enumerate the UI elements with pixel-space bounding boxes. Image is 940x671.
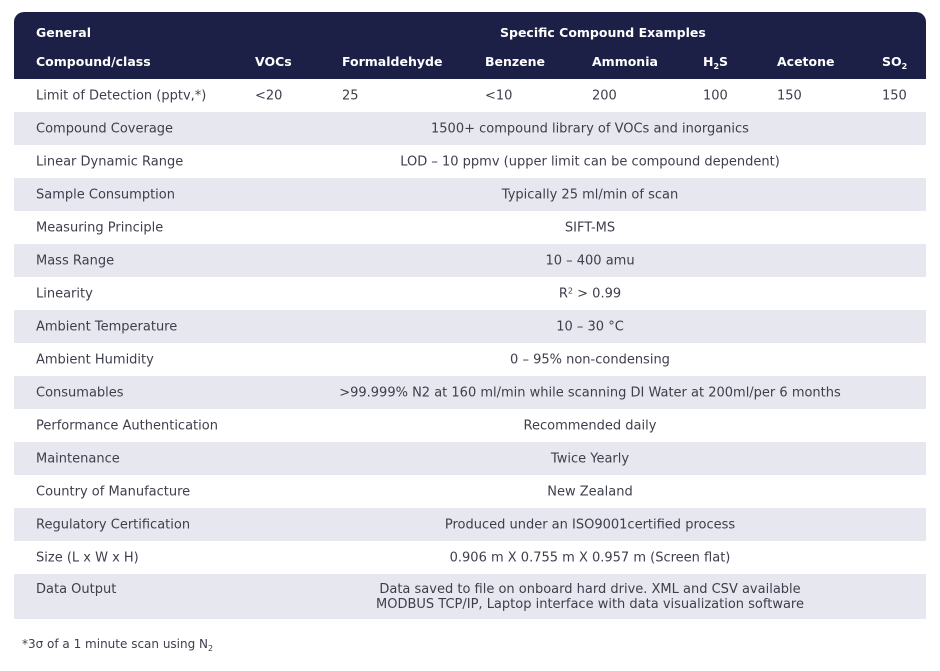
row-data-output [14, 574, 926, 619]
row-value: Produced under an ISO9001certified process [444, 517, 736, 532]
row-label: Compound Coverage [36, 121, 174, 136]
row-label: Measuring Principle [36, 220, 164, 235]
table-header [14, 12, 926, 79]
row-value: 0.906 m X 0.755 m X 0.957 m (Screen flat) [449, 550, 731, 565]
footnote-subscript: 2 [208, 644, 214, 653]
row-mass-range [14, 244, 926, 277]
row-value: SIFT-MS [564, 220, 616, 235]
row-maintenance [14, 442, 926, 475]
h2s-s: S [719, 54, 729, 69]
row-linear-dynamic-range [14, 145, 926, 178]
row-sample-consumption [14, 178, 926, 211]
row-label: Limit of Detection (pptv,*) [36, 88, 207, 103]
h2s-subscript: 2 [713, 62, 720, 71]
row-value: >99.999% N2 at 160 ml/min while scanning DI Water at 200ml/per 6 months [339, 385, 841, 400]
row-label: Ambient Humidity [36, 352, 154, 367]
header-col-h2s [703, 54, 728, 69]
linearity-superscript: 2 [567, 286, 574, 295]
header-col-acetone: Acetone [777, 54, 835, 69]
row-ambient-temperature [14, 310, 926, 343]
header-col-so2 [882, 54, 907, 69]
row-label: Ambient Temperature [36, 319, 178, 334]
row-label: Size (L x W x H) [36, 550, 139, 565]
row-label: Regulatory Certification [36, 517, 191, 532]
header-compound-class: Compound/class [36, 54, 151, 69]
spec-table [14, 12, 926, 619]
header-col-vocs: VOCs [255, 54, 292, 69]
row-label: Linearity [36, 286, 93, 301]
header-col-ammonia: Ammonia [592, 54, 658, 69]
lod-formaldehyde: 25 [342, 88, 359, 103]
row-value: 10 – 30 °C [556, 319, 624, 334]
row-value [254, 286, 926, 301]
lod-vocs: <20 [255, 88, 283, 103]
row-value: New Zealand [547, 484, 633, 499]
row-value [254, 582, 926, 612]
row-label: Country of Manufacture [36, 484, 191, 499]
row-country-of-manufacture [14, 475, 926, 508]
row-measuring-principle [14, 211, 926, 244]
row-value: Typically 25 ml/min of scan [501, 187, 679, 202]
row-limit-of-detection [14, 79, 926, 112]
lod-h2s: 100 [703, 88, 728, 103]
header-col-benzene: Benzene [485, 54, 546, 69]
footnote-text: *3σ of a 1 minute scan using N [22, 637, 209, 651]
row-label: Consumables [36, 385, 124, 400]
row-value: LOD – 10 ppmv (upper limit can be compound dependent) [400, 154, 780, 169]
row-value: 1500+ compound library of VOCs and inorganics [431, 121, 749, 136]
row-label: Data Output [36, 582, 117, 597]
so2-so: SO [882, 54, 902, 69]
so2-subscript: 2 [901, 62, 908, 71]
lod-so2: 150 [882, 88, 907, 103]
row-performance-authentication [14, 409, 926, 442]
linearity-r: R [558, 286, 568, 301]
row-label: Sample Consumption [36, 187, 175, 202]
lod-ammonia: 200 [592, 88, 617, 103]
footnote [22, 637, 213, 651]
row-value: Recommended daily [523, 418, 657, 433]
row-ambient-humidity [14, 343, 926, 376]
lod-benzene: <10 [485, 88, 513, 103]
row-label: Linear Dynamic Range [36, 154, 184, 169]
data-output-line-1: Data saved to file on onboard hard drive. XML and CSV available [379, 582, 801, 597]
header-general: General [36, 25, 91, 40]
lod-acetone: 150 [777, 88, 802, 103]
data-output-line-2: MODBUS TCP/IP, Laptop interface with data visualization software [376, 597, 804, 612]
row-compound-coverage [14, 112, 926, 145]
row-size [14, 541, 926, 574]
header-col-formaldehyde: Formaldehyde [342, 54, 443, 69]
linearity-rest: > 0.99 [573, 286, 622, 301]
header-specific-examples: Specific Compound Examples [500, 25, 706, 40]
h2s-h: H [703, 54, 714, 69]
row-label: Performance Authentication [36, 418, 218, 433]
row-consumables [14, 376, 926, 409]
row-value: 0 – 95% non-condensing [510, 352, 670, 367]
row-label: Maintenance [36, 451, 120, 466]
row-value: Twice Yearly [550, 451, 630, 466]
row-linearity [14, 277, 926, 310]
row-regulatory-certification [14, 508, 926, 541]
row-label: Mass Range [36, 253, 115, 268]
row-value: 10 – 400 amu [545, 253, 635, 268]
